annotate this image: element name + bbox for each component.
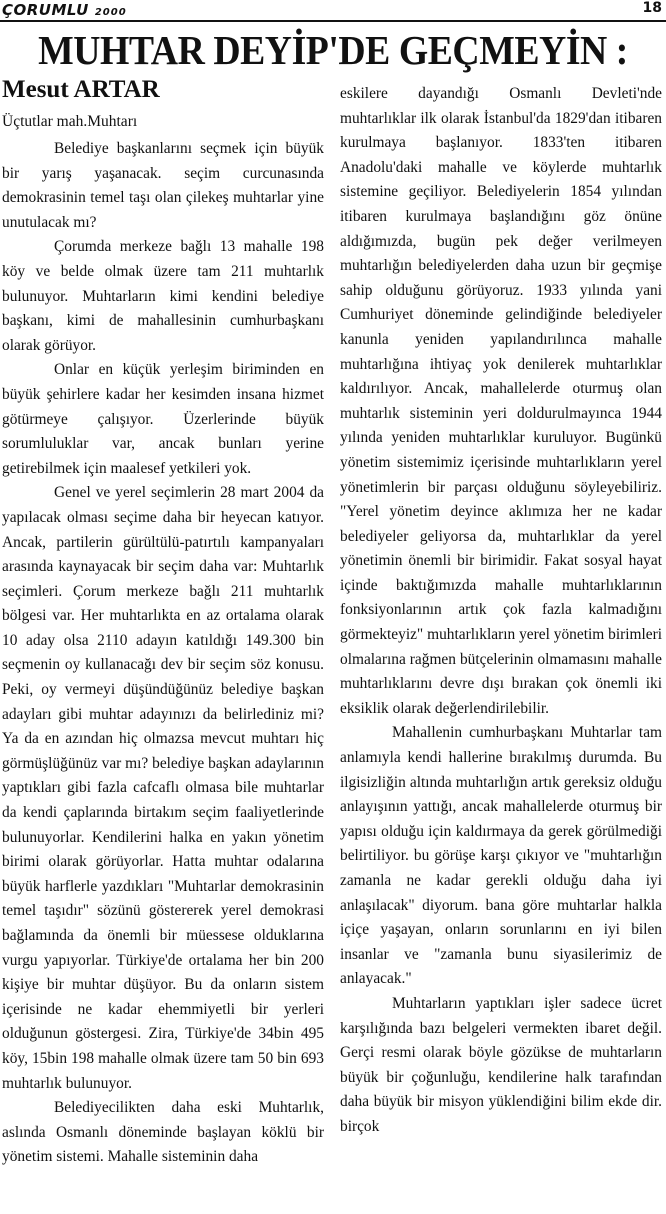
masthead [2, 1, 127, 19]
masthead-title: ÇORUMLU [2, 1, 89, 19]
author-role: Üçtutlar mah.Muhtarı [2, 113, 138, 130]
headline: MUHTAR DEYİP'DE GEÇMEYİN : [38, 27, 628, 73]
paragraph: Genel ve yerel seçimlerin 28 mart 2004 da yapılacak olması seçime daha bir heyecan katıyor. Ancak, partilerin gürültülü-patırtılı kampanyaları arasında kaynayacak bir seçim daha var: Muhtarlık seçimleri. Çorum merkeze bağlı 211 muhtarlık bölgesi var. Her muhtarlıkta en az ortalama olarak 10 aday olsa 2110 adayın katıldığı 149.300 bin seçmenin oy kullanacağı dev bir seçim söz konusu. Peki, oy vermeyi düşündüğünüz belediye başkan adayları gibi muhtar adayınızı da belirlediniz mi? Ya da en azından hiç olmazsa mevcut muhtarı hiç görmüşlüğünüz var mı? belediye başkan adaylarının yaptıkları gibi fazla cafcaflı olmasa bile muhtarlar da kendi çaplarında birtakım seçim faaliyetlerinde bulunuyorlar. Kendilerini halka en yakın yönetim birimi olarak görüyorlar. Hatta muhtar odalarına büyük harflerle yazdıkları "Muhtarlar demokrasinin temel taşıdır" sözünü göstererek yerel demokrasi bağlamında da önemli bir müessese olduklarına vurgu yapıyorlar. Türkiye'de ortalama her bin 200 kişiye bir muhtar düşüyor. Bu da onların sistem içerisinde ne kadar ehemmiyetli bir yerleri olduğunun göstergesi. Zira, Türkiye'de 34bin 495 köy, 15bin 198 mahalle olmak üzere tam 50 bin 693 muhtarlık bulunuyor. [2, 484, 324, 1092]
paragraph: Çorumda merkeze bağlı 13 mahalle 198 köy ve belde olmak üzere tam 211 muhtarlık bulunuyor. Muhtarların kimi kendini belediye başkanı, kimi de mahallesinin cumhurbaşkanı olarak görüyor. [2, 238, 324, 354]
paragraph: Onlar en küçük yerleşim biriminden en büyük şehirlere kadar her kesimden insana hizmet götürmeye çalışıyor. Üzerlerinde büyük sorumluluklar var, ancak bunları yerine getirebilmek için maalesef yetkileri yok. [2, 361, 324, 477]
paragraph: eskilere dayandığı Osmanlı Devleti'nde muhtarlıklar ilk olarak İstanbul'da 1829'dan itibaren kurulmaya başlanıyor. 1833'ten itibaren Anadolu'daki mahalle ve köylerde muhtarlık sistemine geçiliyor. Belediyelerin 1854 yılından itibaren kurulmaya başlandığını göz önüne aldığımızda, bugün pek değer verilmeyen muhtarlığın belediyelerden daha uzun bir geçmişe sahip olduğunu görüyoruz. 1933 yılında yani Cumhuriyet döneminde gelindiğinde belediyeler kanunla yeniden yapılandırılınca mahalle muhtarlığına ihtiyaç yok denilerek muhtarlıklar kaldırılıyor. Ancak, mahallelerde oturmuş olan muhtarlık sisteminin yeri doldurulmayınca 1944 yılında yeniden muhtarlıklar kuruluyor. Bugünkü yönetim sistemimiz içerisinde muhtarlıkların yerel yönetimlerin bir parçası olduğunu söyleyebiliriz. "Yerel yönetim deyince aklımıza her ne kadar belediyeler geliyorsa da, muhtarlıklar da yerel yönetimin önemli bir birimidir. Fakat sosyal hayat içinde baktığımızda mahalle muhtarlıklarının fonksiyonlarının artık çok fazla kalmadığını görmekteyiz" muhtarlıkların yerel yönetim birimleri olmalarına rağmen bütçelerinin olmamasını mahalle muhtarlıklarını devre dışı bırakan çok önemli iki eksiklik olarak değerlendirilebilir. [340, 85, 662, 717]
paragraph: Belediye başkanlarını seçmek için büyük bir yarış yaşanacak. seçim curcunasında demokrasinin temel taşı olan çilekeş muhtarlar yine unutulacak mı? [2, 140, 324, 231]
page-number: 18 [642, 0, 662, 16]
paragraph: Mahallenin cumhurbaşkanı Muhtarlar tam anlamıyla kendi hallerine bırakılmış durumda. Bu ilgisizliğin altında muhtarlığın artık gereksiz olduğu anlayışının yattığı, ancak mahallelerde oturmuş bir yapısı olduğu için kaldırmaya da gerek görülmediği belirtiliyor. bu görüşe karşı çıkıyor ve "muhtarlığın zamanla ne kadar gerekli olduğu daha iyi anlaşılacak" diyorum. bana göre muhtarlar halkla içiçe yaşayan, onların sorunlarını en iyi bilen insanlar ve "zamanla bunu siyasilerimiz de anlayacak." [340, 724, 662, 988]
paragraph: Muhtarların yaptıkları işler sadece ücret karşılığında bazı belgeleri vermekten ibaret değil. Gerçi resmi olarak böyle gözükse de muhtarların büyük bir çoğunluğu, kendilerine halk tarafından daha büyük bir misyon yüklendiğini bilim ekde dir. birçok [340, 994, 662, 1135]
author-name: Mesut ARTAR [2, 76, 160, 103]
header-rule [0, 20, 666, 22]
page-header [0, 0, 666, 22]
article-column-left [2, 137, 324, 1170]
masthead-year: 2000 [94, 7, 127, 18]
article-column-right [340, 82, 662, 1140]
paragraph: Belediyecilikten daha eski Muhtarlık, aslında Osmanlı döneminde başlayan köklü bir yönetim sistemi. Mahalle sisteminin daha [2, 1099, 324, 1166]
